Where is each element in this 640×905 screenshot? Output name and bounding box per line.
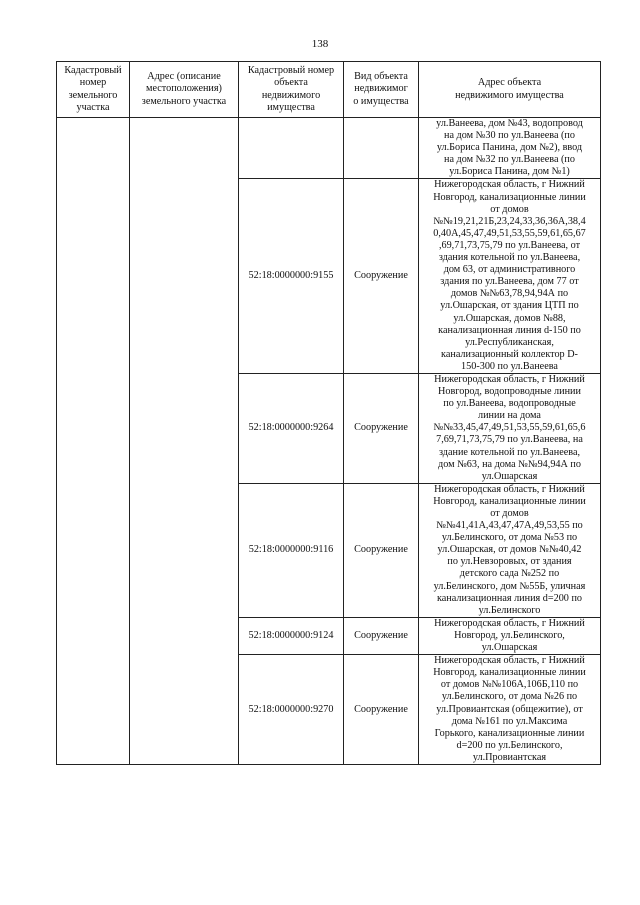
address-line: ул.Ванеева, дом №43, водопровод xyxy=(436,118,583,129)
address-line: d=200 по ул.Белинского, xyxy=(456,739,563,751)
page-number: 138 xyxy=(311,38,329,50)
object-type: Сооружение xyxy=(344,179,419,374)
address-line: 7,69,71,73,75,79 по ул.Ванеева, на xyxy=(436,434,583,446)
address-line: Горького, канализационные линии xyxy=(434,727,585,739)
address-line: ул.Провиантская xyxy=(472,751,547,763)
header-line: земельного участка xyxy=(141,95,227,107)
address-line: ул.Ошарская xyxy=(481,642,538,654)
object-type: Сооружение xyxy=(344,483,419,617)
address-line: Нижегородская область, г Нижний xyxy=(434,617,585,629)
header-line: имущества xyxy=(267,101,315,113)
address-line: ул.Провиантская (общежитие), от xyxy=(436,703,583,715)
table-row xyxy=(57,118,601,179)
address-line: ул.Ошарская, домов №88, xyxy=(453,312,566,324)
address-line: здания котельной по ул.Ванеева, xyxy=(438,252,581,264)
header-land-cad-number xyxy=(57,62,130,118)
header-object-address xyxy=(419,62,601,118)
object-address xyxy=(419,118,601,179)
address-line: домов №№63,78,94,94А по xyxy=(450,288,569,300)
header-line: земельного xyxy=(68,89,118,101)
header-line: недвижимого xyxy=(261,89,321,101)
address-line: ул.Бориса Панина, дом №1) xyxy=(449,166,570,178)
header-object-cad-number xyxy=(239,62,344,118)
address-line: ул.Белинского, от дома №53 по xyxy=(441,532,578,544)
address-line: ул.Ошарская, от здания ЦТП по xyxy=(440,300,579,312)
header-line: номер xyxy=(79,77,107,89)
address-line: ул.Ошарская xyxy=(481,470,538,482)
address-line: здание котельной по ул.Ванеева, xyxy=(438,446,581,458)
object-address xyxy=(419,617,601,654)
address-line: от домов xyxy=(490,203,529,215)
address-line: дома №161 по ул.Максима xyxy=(451,715,568,727)
object-cad-number: 52:18:0000000:9155 xyxy=(239,179,344,374)
address-line: Новгород, ул.Белинского, xyxy=(454,629,565,641)
object-address xyxy=(419,179,601,374)
object-type: Сооружение xyxy=(344,373,419,483)
address-line: Нижегородская область, г Нижний xyxy=(434,655,585,667)
header-line: объекта xyxy=(274,77,308,89)
address-line: Новгород, водопроводные линии xyxy=(438,386,581,398)
header-line: недвижимог xyxy=(354,83,408,95)
address-line: Нижегородская область, г Нижний xyxy=(434,483,585,495)
header-line: участка xyxy=(76,101,110,113)
address-line: ул.Белинского xyxy=(478,604,541,616)
object-type: Сооружение xyxy=(344,655,419,765)
land-cad-number-cell xyxy=(57,118,130,765)
header-object-type xyxy=(344,62,419,118)
address-line: на дом №30 по ул.Ванеева (по xyxy=(444,130,575,142)
address-line: канализационная линия d-150 по xyxy=(438,324,581,336)
address-line: по ул.Невзоровых, от здания xyxy=(447,556,572,568)
address-line: ул.Бориса Панина, дом №2), ввод xyxy=(436,142,583,154)
address-line: №№33,45,47,49,51,53,55,59,61,65,6 xyxy=(433,422,586,434)
address-line: ул.Ошарская, от домов №№40,42 xyxy=(437,544,582,556)
address-line: здания по ул.Ванеева, дом 77 от xyxy=(440,276,579,288)
header-line: местоположения) xyxy=(146,83,222,95)
address-line: ул.Белинского, дом №55Б, уличная xyxy=(433,580,586,592)
address-line: дом 63, от административного xyxy=(443,264,576,276)
table-header-row xyxy=(57,62,601,118)
address-line: от домов xyxy=(490,508,529,519)
header-land-address xyxy=(130,62,239,118)
address-line: №№41,41А,43,47,47А,49,53,55 по xyxy=(436,520,583,532)
object-cad-number: 52:18:0000000:9124 xyxy=(239,617,344,654)
object-address xyxy=(419,483,601,617)
address-line: Нижегородская область, г Нижний xyxy=(434,179,585,191)
header-line: Вид объекта xyxy=(354,71,408,83)
address-line: Новгород, канализационные линии xyxy=(433,495,586,507)
object-address xyxy=(419,373,601,483)
object-cad-number: 52:18:0000000:9270 xyxy=(239,655,344,765)
object-type xyxy=(344,118,419,179)
header-line: Адрес (описание xyxy=(147,71,221,83)
address-line: канализационный коллектор D- xyxy=(441,348,578,360)
address-line: 0,40А,45,47,49,51,53,55,59,61,65,67 xyxy=(433,227,586,239)
header-line: Кадастровый номер xyxy=(247,65,335,77)
address-line: ,69,71,73,75,79 по ул.Ванеева, от xyxy=(438,239,581,251)
address-line: по ул.Ванеева, водопроводные xyxy=(443,398,576,410)
header-line: Кадастровый xyxy=(64,65,122,77)
address-line: Новгород, канализационные линии xyxy=(433,191,586,203)
address-line: от домов №№106А,106Б,110 по xyxy=(440,679,579,691)
address-line: Нижегородская область, г Нижний xyxy=(434,373,585,385)
header-line: Адрес объекта xyxy=(477,77,542,89)
object-cad-number: 52:18:0000000:9264 xyxy=(239,373,344,483)
address-line: канализационная линия d=200 по xyxy=(436,592,582,604)
address-line: линии на дома xyxy=(478,410,541,422)
object-cad-number: 52:18:0000000:9116 xyxy=(239,483,344,617)
object-cad-number xyxy=(239,118,344,179)
address-line: на дом №32 по ул.Ванеева (по xyxy=(444,154,575,166)
header-line: о имущества xyxy=(353,95,409,107)
land-address-cell xyxy=(130,118,239,765)
address-line: №№19,21,21Б,23,24,33,36,36А,38,4 xyxy=(433,215,586,227)
address-line: Новгород, канализационные линии xyxy=(433,667,586,679)
header-line: недвижимого имущества xyxy=(455,89,564,101)
address-line: ул.Республиканская, xyxy=(465,336,554,348)
address-line: 150-300 по ул.Ванеева xyxy=(461,360,558,372)
property-table xyxy=(56,61,601,765)
object-type: Сооружение xyxy=(344,617,419,654)
address-line: дом №63, на дома №№94,94А по xyxy=(438,458,581,470)
address-line: детского сада №252 по xyxy=(459,568,560,580)
address-line: ул.Белинского, от дома №26 по xyxy=(441,691,578,703)
object-address xyxy=(419,655,601,765)
